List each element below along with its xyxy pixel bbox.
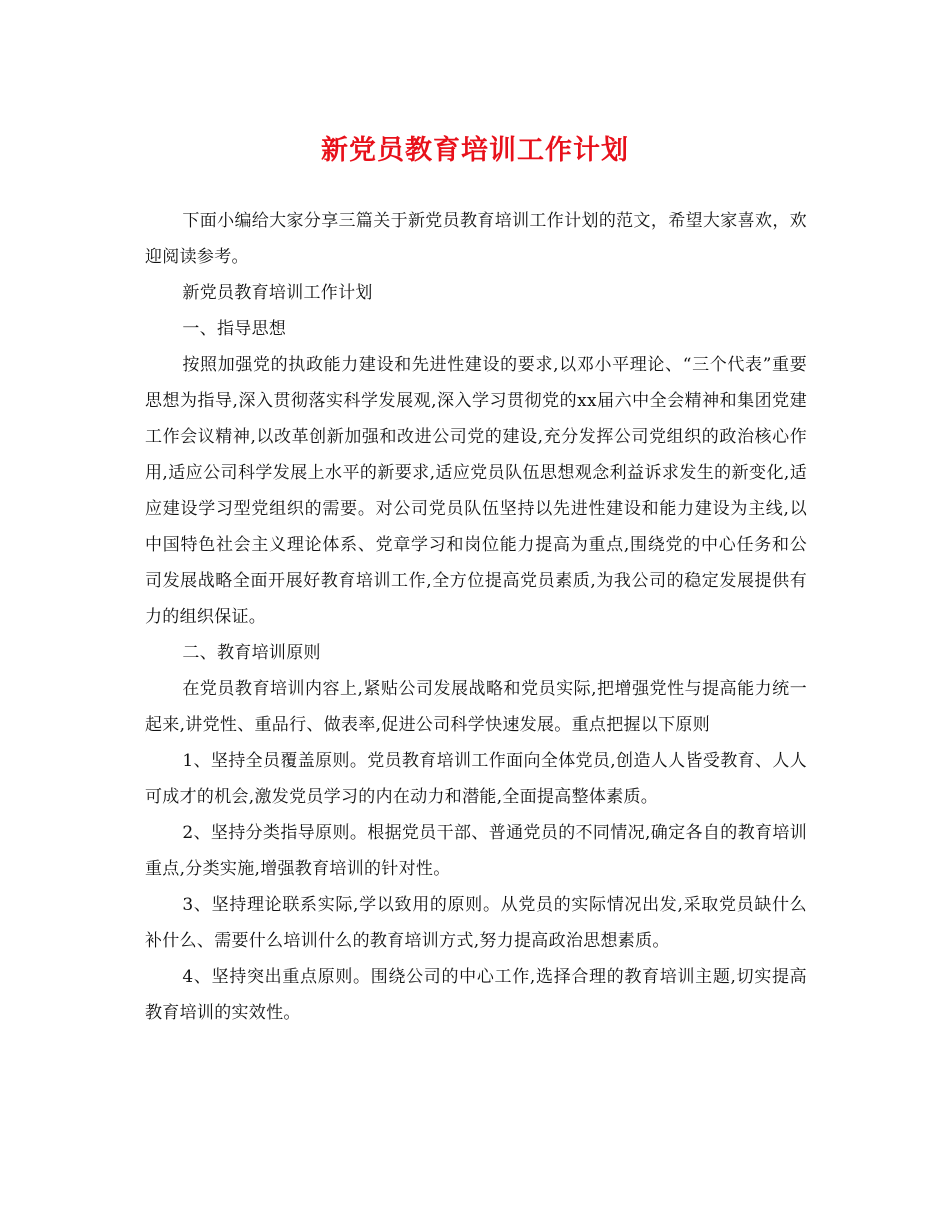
section-heading-training-principles: 二、教育培训原则 [182,643,321,663]
principle-item-3: 3、坚持理论联系实际,学以致用的原则。从党员的实际情况出发,采取党员缺什么补什么、需要什么培训什么的教育培训方式,努力提高政治思想素质。 [145,895,807,951]
document-title: 新党员教育培训工作计划 [321,135,629,166]
section-heading-guiding-ideology: 一、指导思想 [182,319,287,339]
guiding-ideology-paragraph: 按照加强党的执政能力建设和先进性建设的要求,以邓小平理论、“三个代表”重要思想为指导,深入贯彻落实科学发展观,深入学习贯彻党的xx届六中全会精神和集团党建工作会议精神,以改革创新加强和改进公司党的建设,充分发挥公司党组织的政治核心作用,适应公司科学发展上水平的新要求,适应党员队伍思想观念利益诉求发生的新变化,适应建设学习型党组织的需要。对公司党员队伍坚持以先进性建设和能力建设为主线,以中国特色社会主义理论体系、党章学习和岗位能力提高为重点,围绕党的中心任务和公司发展战略全面开展好教育培训工作,全方位提高党员素质,为我公司的稳定发展提供有力的组织保证。 [145,355,807,627]
document-body [145,203,807,1031]
section-subtitle: 新党员教育培训工作计划 [182,283,373,303]
principle-item-1: 1、坚持全员覆盖原则。党员教育培训工作面向全体党员,创造人人皆受教育、人人可成才的机会,激发党员学习的内在动力和潜能,全面提高整体素质。 [145,751,807,807]
principle-item-4: 4、坚持突出重点原则。围绕公司的中心工作,选择合理的教育培训主题,切实提高教育培训的实效性。 [145,967,807,1023]
principle-item-2: 2、坚持分类指导原则。根据党员干部、普通党员的不同情况,确定各自的教育培训重点,分类实施,增强教育培训的针对性。 [145,823,807,879]
intro-paragraph: 下面小编给大家分享三篇关于新党员教育培训工作计划的范文，希望大家喜欢，欢迎阅读参考。 [145,211,807,267]
training-principles-paragraph: 在党员教育培训内容上,紧贴公司发展战略和党员实际,把增强党性与提高能力统一起来,讲党性、重品行、做表率,促进公司科学快速发展。重点把握以下原则 [145,679,807,735]
